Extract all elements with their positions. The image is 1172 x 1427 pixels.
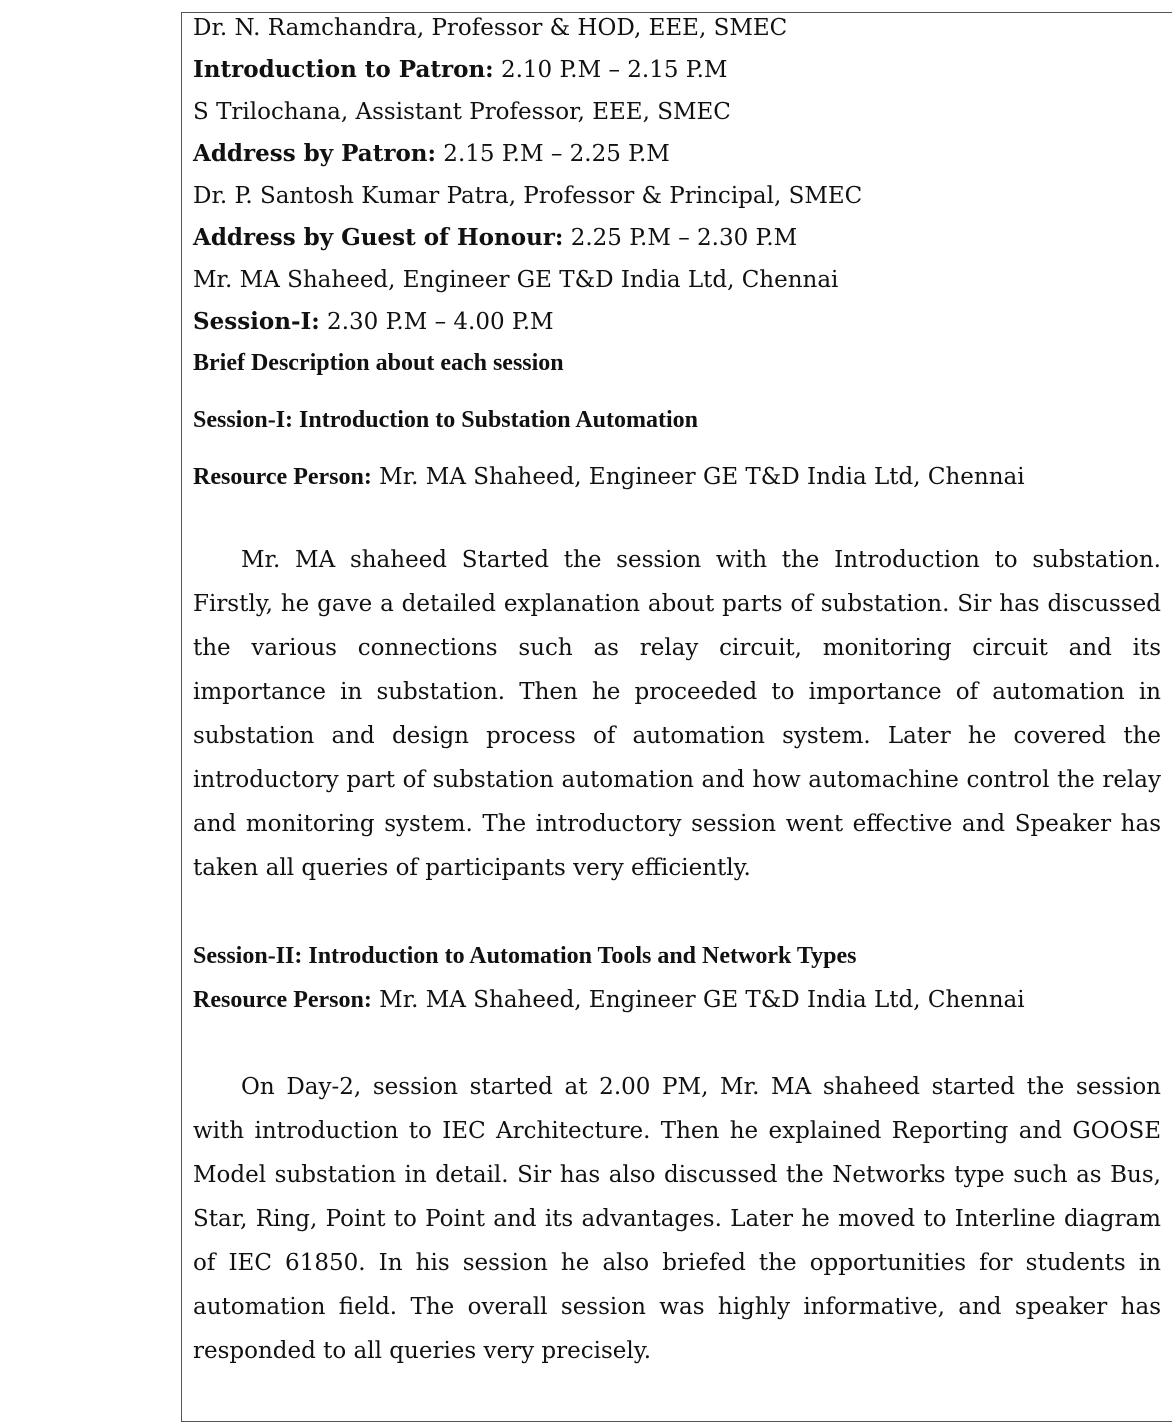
address-patron-label: Address by Patron: (193, 140, 436, 167)
address-patron-time: 2.15 P.M – 2.25 P.M (436, 141, 670, 167)
session2-paragraph: On Day-2, session started at 2.00 PM, Mr. MA shaheed started the session with introduction to IEC Architecture. Then he explained Reporting and GOOSE Model substation in detail. Sir has also discussed the Networks type such as Bus, Star, Ring, Point to Point and its advantages. Later he moved to Interline diagram of IEC 61850. In his session he also briefed the opportunities for students in automation field. The overall session was highly informative, and speaker has responded to all queries very precisely. (193, 1074, 1161, 1364)
session2-title: Session-II: Introduction to Automation Tools and Network Types (193, 943, 857, 969)
session1-resource-value: Mr. MA Shaheed, Engineer GE T&D India Ltd, Chennai (371, 464, 1025, 490)
session2-resource-label: Resource Person: (193, 987, 372, 1013)
address-patron-line (193, 140, 670, 168)
session1-title: Session-I: Introduction to Substation Automation (193, 407, 698, 433)
intro-patron-time: 2.10 P.M – 2.15 P.M (493, 57, 728, 83)
guest-name-line (193, 266, 838, 294)
guest-name-text: Mr. MA Shaheed, Engineer GE T&D India Ltd, Chennai (193, 267, 839, 293)
trilochana-line (193, 98, 731, 126)
principal-text: Dr. P. Santosh Kumar Patra, Professor & Principal, SMEC (193, 183, 863, 209)
session1-time-line (193, 308, 554, 336)
guest-honour-time: 2.25 P.M – 2.30 P.M (563, 225, 798, 251)
session2-resource-line (193, 986, 1025, 1014)
guest-honour-line (193, 224, 797, 252)
session1-time-label: Session-I: (193, 308, 320, 335)
intro-patron-line (193, 56, 728, 84)
hod-line (193, 14, 787, 42)
guest-honour-label: Address by Guest of Honour: (193, 224, 564, 251)
session1-paragraph: Mr. MA shaheed Started the session with the Introduction to substation. Firstly, he gave a detailed explanation about parts of substation. Sir has discussed the various connections such as relay circuit, monitoring circuit and its importance in substation. Then he proceeded to importance of automation in substation and design process of automation system. Later he covered the introductory part of substation automation and how automachine control the relay and monitoring system. The introductory session went effective and Speaker has taken all queries of participants very efficiently. (193, 547, 1161, 881)
trilochana-text: S Trilochana, Assistant Professor, EEE, SMEC (193, 99, 731, 125)
session1-resource-line (193, 463, 1025, 491)
intro-patron-label: Introduction to Patron: (193, 56, 494, 83)
brief-heading: Brief Description about each session (193, 350, 564, 376)
session1-resource-label: Resource Person: (193, 464, 372, 490)
principal-line (193, 182, 862, 210)
session1-time-value: 2.30 P.M – 4.00 P.M (319, 309, 554, 335)
session2-resource-value: Mr. MA Shaheed, Engineer GE T&D India Ltd, Chennai (371, 987, 1025, 1013)
hod-text: Dr. N. Ramchandra, Professor & HOD, EEE, SMEC (193, 15, 788, 41)
